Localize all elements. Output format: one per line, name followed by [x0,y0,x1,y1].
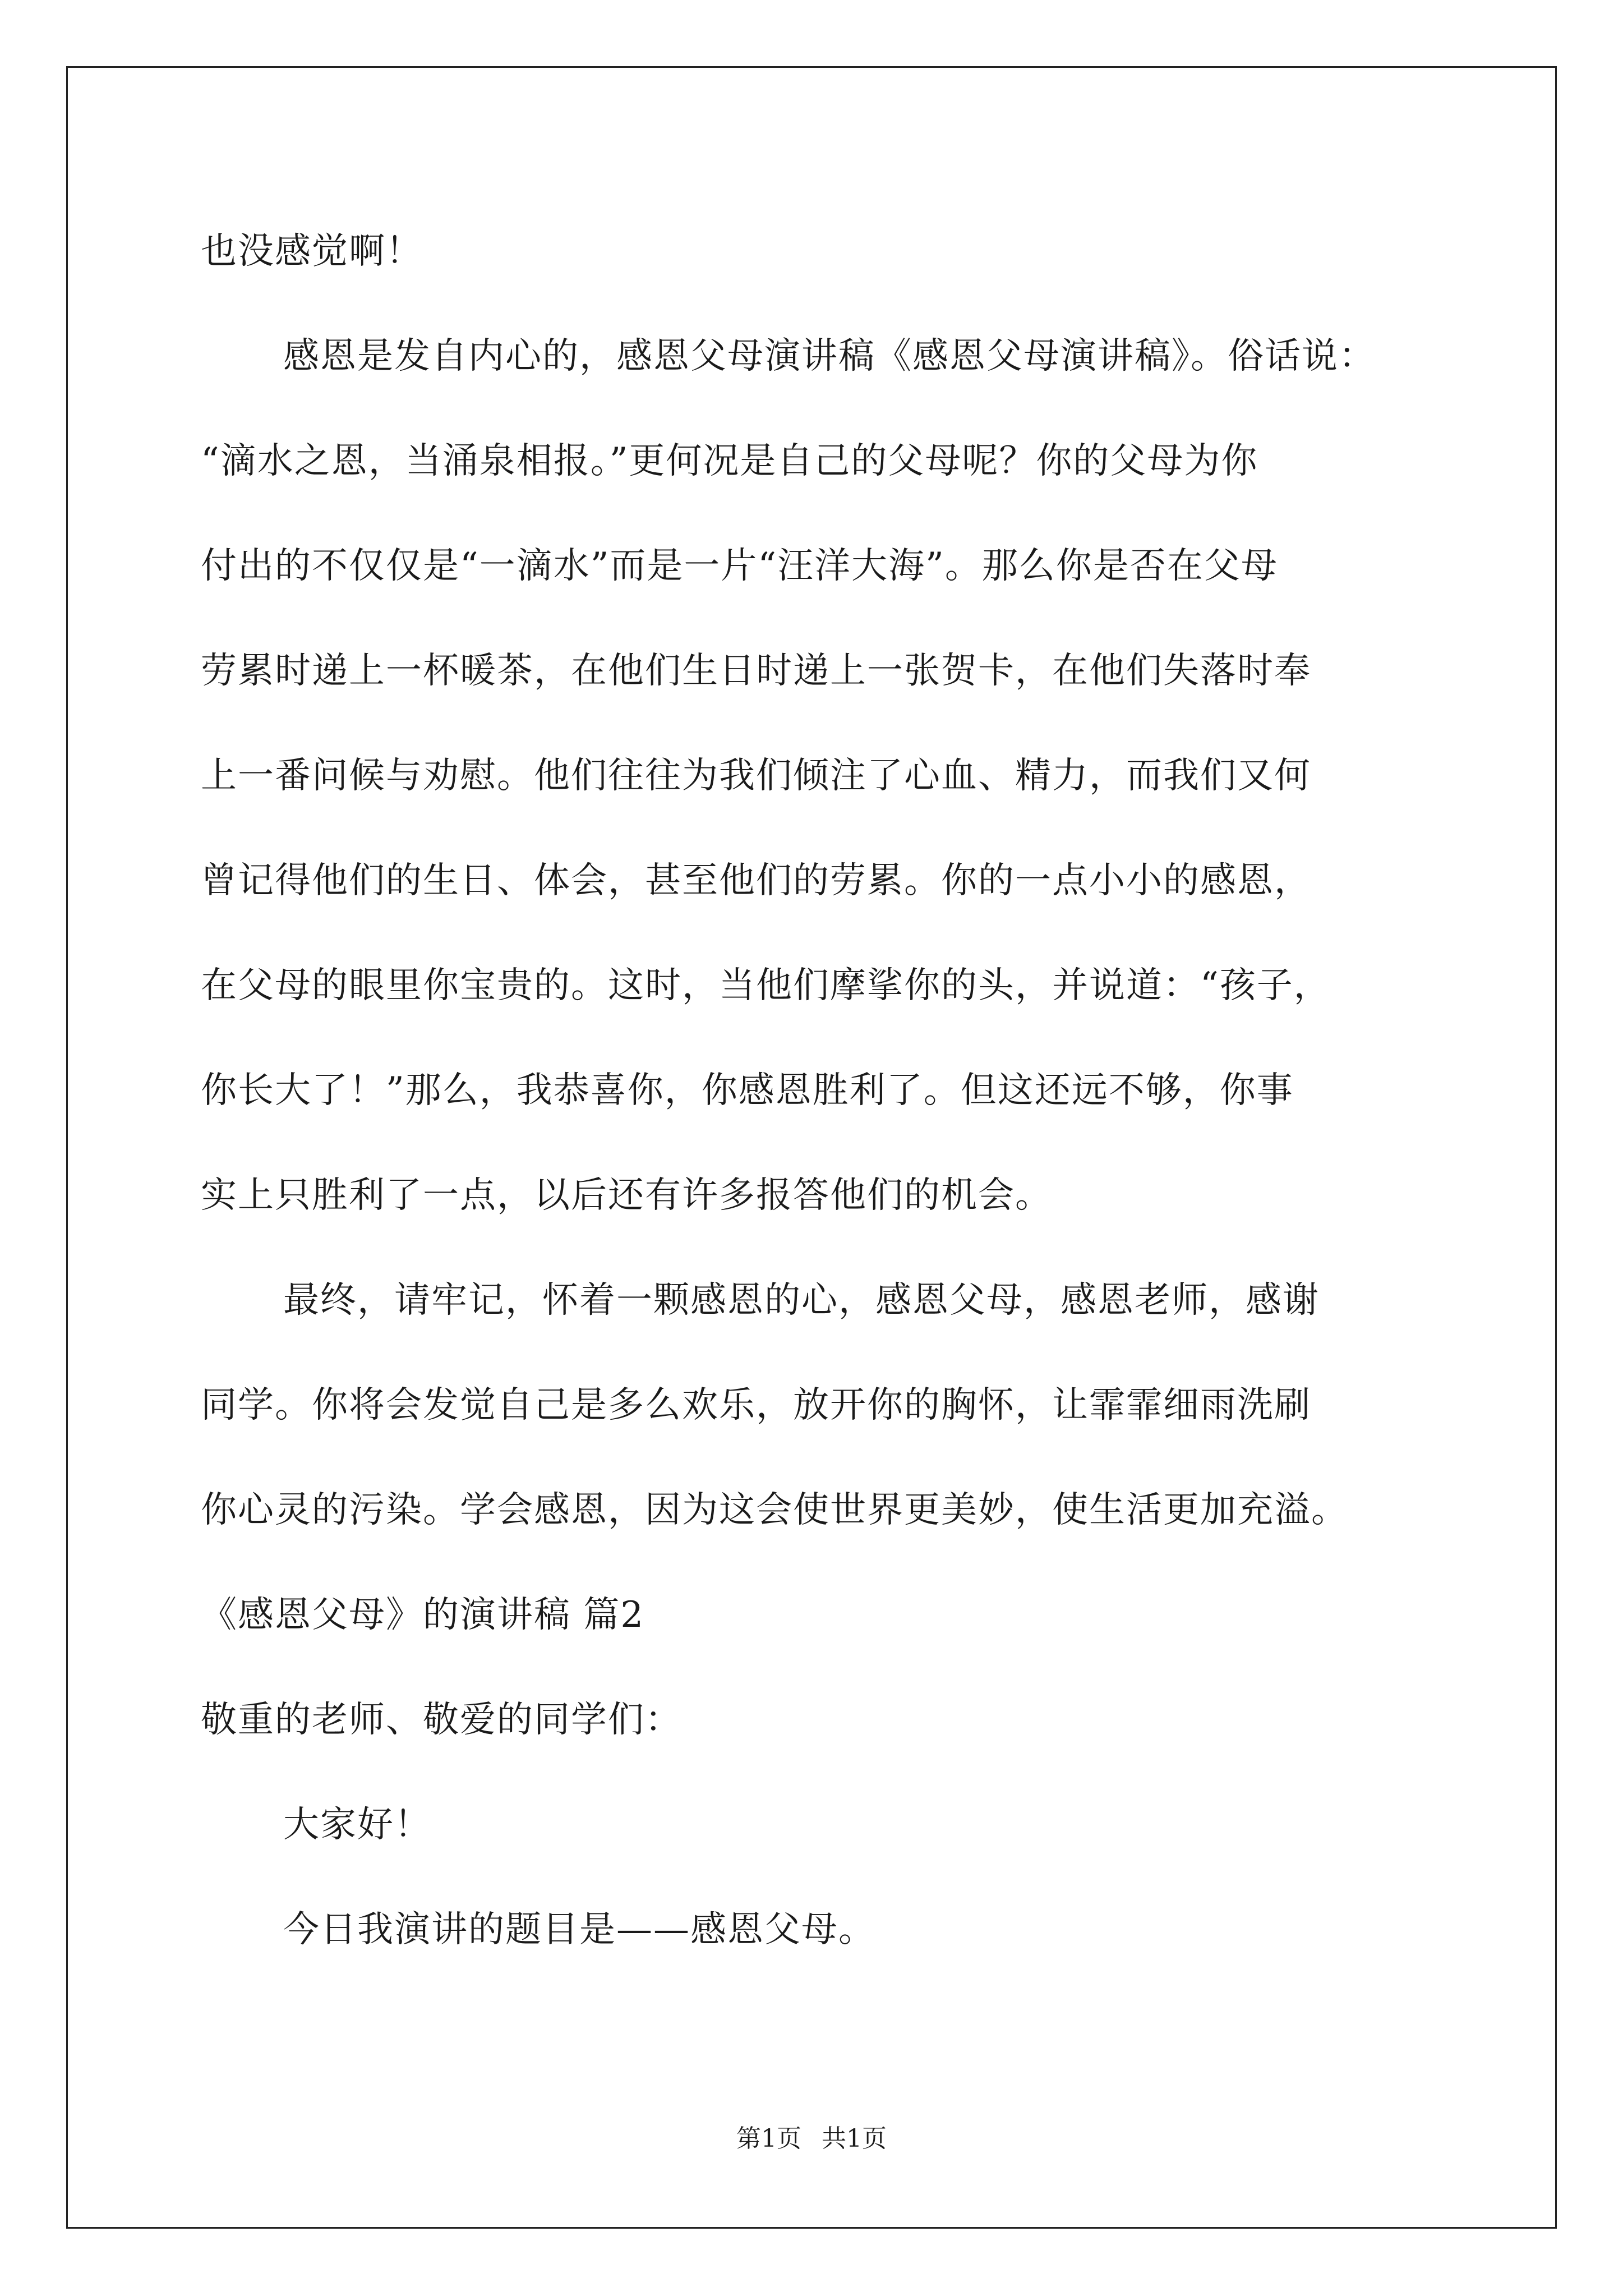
text-line-11: 最终，请牢记，怀着一颗感恩的心，感恩父母，感恩老师，感谢 [283,1280,1320,1321]
text-line-12: 同学。你将会发觉自己是多么欢乐，放开你的胸怀，让霏霏细雨洗刷 [201,1384,1311,1426]
text-line-7: 曾记得他们的生日、体会，甚至他们的劳累。你的一点小小的感恩， [201,860,1311,901]
page-footer [0,2123,1623,2155]
text-line-2: 感恩是发自内心的，感恩父母演讲稿《感恩父母演讲稿》。俗话说： [283,335,1376,377]
page-number: 第1页 [736,2124,801,2153]
text-line-10: 实上只胜利了一点，以后还有许多报答他们的机会。 [201,1175,1052,1216]
speech-topic-line: 今日我演讲的题目是——感恩父母。 [283,1909,875,1950]
text-line-6: 上一番问候与劝慰。他们往往为我们倾注了心血、精力，而我们又何 [201,755,1311,797]
text-line-3: “滴水之恩，当涌泉相报。”更何况是自己的父母呢？你的父母为你 [201,440,1258,482]
salutation-line: 敬重的老师、敬爱的同学们： [201,1699,682,1741]
text-line-5: 劳累时递上一杯暖茶，在他们生日时递上一张贺卡，在他们失落时奉 [201,650,1311,692]
greeting-line: 大家好！ [283,1804,431,1846]
text-line-1: 也没感觉啊！ [201,231,423,272]
text-line-8: 在父母的眼里你宝贵的。这时，当他们摩挲你的头，并说道：“孩子， [201,965,1331,1006]
text-line-4: 付出的不仅仅是“一滴水”而是一片“汪洋大海”。那么你是否在父母 [201,545,1278,587]
page-border [66,66,1557,2229]
total-pages: 共1页 [822,2124,887,2153]
section-heading: 《感恩父母》的演讲稿 篇2 [201,1594,645,1636]
text-line-9: 你长大了！”那么，我恭喜你，你感恩胜利了。但这还远不够，你事 [201,1070,1294,1111]
text-line-13: 你心灵的污染。学会感恩，因为这会使世界更美妙，使生活更加充溢。 [201,1489,1348,1531]
